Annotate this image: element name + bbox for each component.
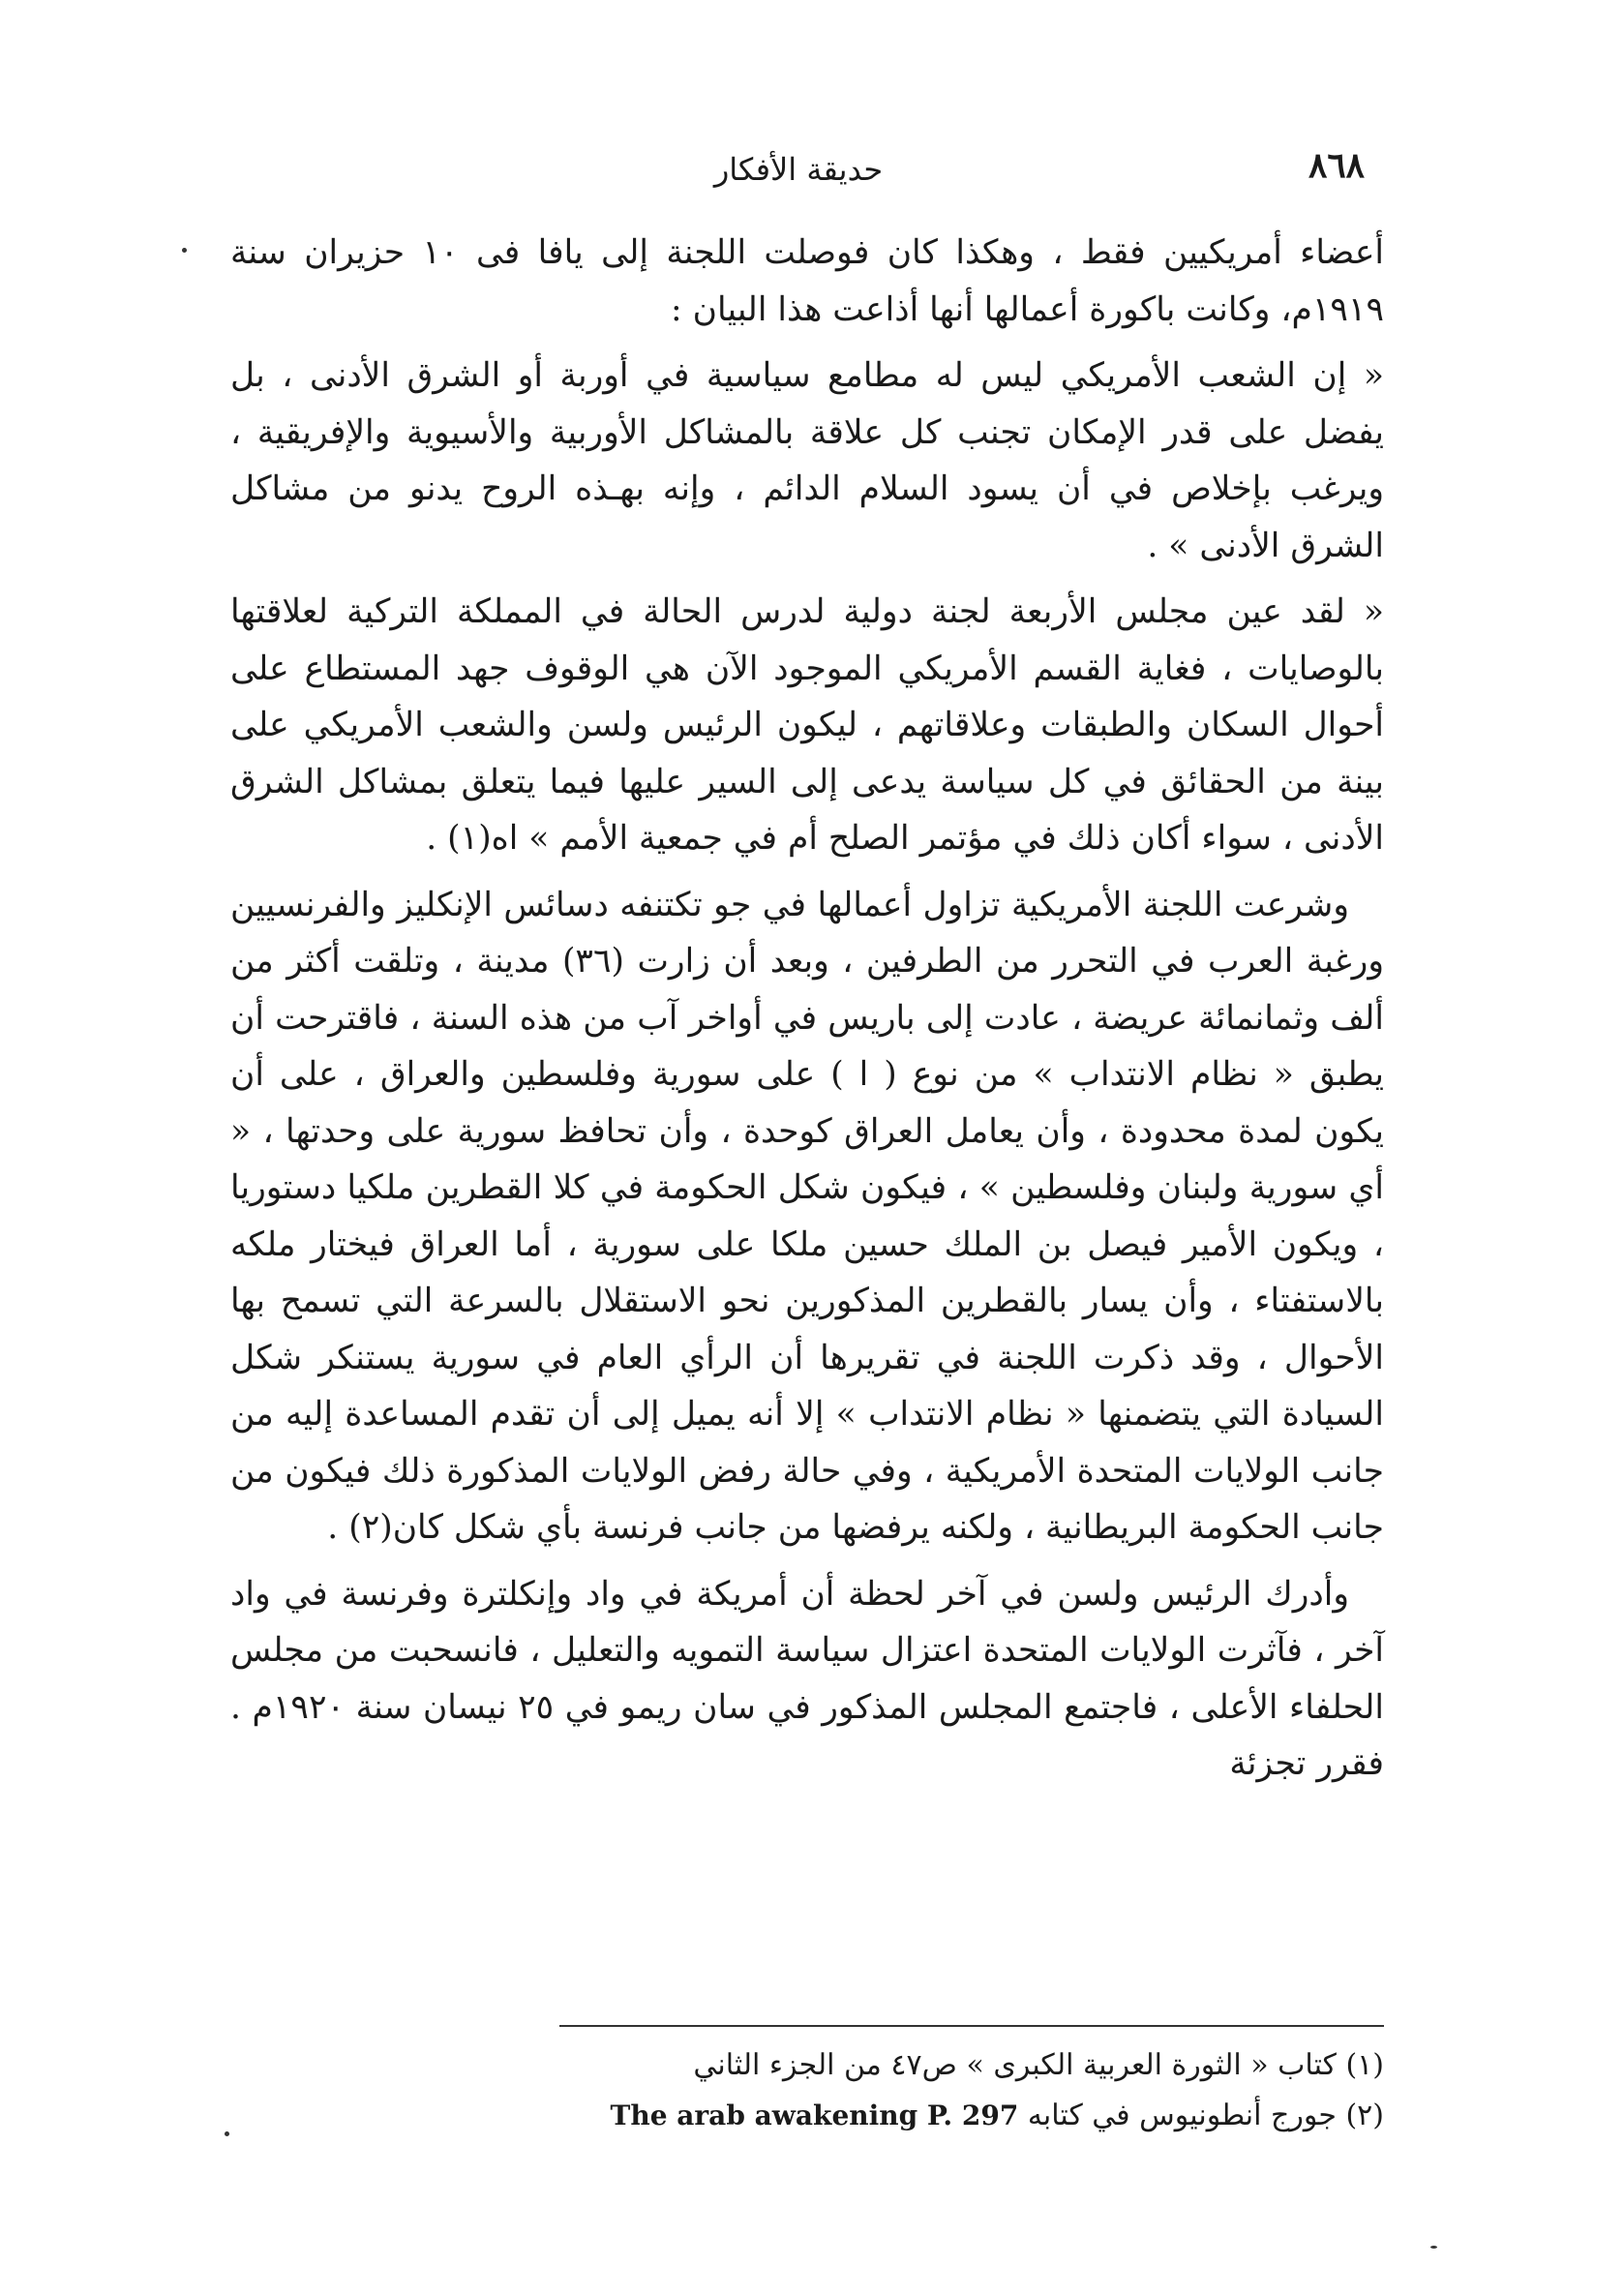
footnote-text: (٢) جورج أنطونيوس في كتابه — [1027, 2099, 1384, 2132]
footnote-book-title: The arab awakening P. 297 — [610, 2100, 1019, 2131]
running-title: حديقة الأفكار — [713, 151, 884, 188]
page-header — [232, 145, 1365, 203]
footnote-divider — [559, 2025, 1384, 2027]
scan-speck — [225, 2131, 229, 2136]
paragraph: وشرعت اللجنة الأمريكية تزاول أعمالها في جو تكتنفه دسائس الإنكليز والفرنسيين ورغبة العرب في التحرر من الطرفين ، وبعد أن زارت (٣٦) مدينة ، وتلقت أكثر من ألف وثمانمائة عريضة ، عادت إلى باريس في أواخر آب من هذه السنة ، فاقترحت أن يطبق « نظام الانتداب » من نوع ( ا ) على سورية وفلسطين والعراق ، على أن يكون لمدة محدودة ، وأن يعامل العراق كوحدة ، وأن تحافظ سورية على وحدتها ، « أي سورية ولبنان وفلسطين » ، فيكون شكل الحكومة في كلا القطرين ملكيا دستوريا ، ويكون الأمير فيصل بن الملك حسين ملكا على سورية ، أما العراق فيختار ملكه بالاستفتاء ، وأن يسار بالقطرين المذكورين نحو الاستقلال بالسرعة التي تسمح بها الأحوال ، وقد ذكرت اللجنة في تقريرها أن الرأي العام في سورية يستنكر شكل السيادة التي يتضمنها « نظام الانتداب » إلا أنه يميل إلى أن تقدم المساعدة إليه من جانب الولايات المتحدة الأمريكية ، وفي حالة رفض الولايات المذكورة ذلك فيكون من جانب الحكومة البريطانية ، ولكنه يرفضها من جانب فرنسة بأي شكل كان(٢) . — [230, 885, 1384, 1547]
footnote-text: (١) كتاب « الثورة العربية الكبرى » ص٤٧ من الجزء الثاني — [693, 2048, 1384, 2082]
quote-paragraph: « إن الشعب الأمريكي ليس له مطامع سياسية في أوربة أو الشرق الأدنى ، بل يفضل على قدر الإمكان تجنب كل علاقة بالمشاكل الأوربية والأسيوية والإفريقية ، ويرغب بإخلاص في أن يسود السلام الدائم ، وإنه بهـذه الروح يدنو من مشاكل الشرق الأدنى » . — [230, 356, 1384, 565]
footnote — [463, 2091, 1384, 2141]
footnote — [463, 2040, 1384, 2091]
scan-speck — [182, 248, 187, 253]
scan-speck — [1430, 2246, 1437, 2249]
paragraph: أعضاء أمريكيين فقط ، وهكذا كان فوصلت اللجنة إلى يافا فى ١٠ حزيران سنة ١٩١٩م، وكانت باكورة أعمالها أنها أذاعت هذا البيان : — [230, 233, 1384, 329]
paragraph: وأدرك الرئيس ولسن في آخر لحظة أن أمريكة في واد وإنكلترة وفرنسة في واد آخر ، فآثرت الولايات المتحدة اعتزال سياسة التمويه والتعليل ، فانسحبت من مجلس الحلفاء الأعلى ، فاجتمع المجلس المذكور في سان ريمو في ٢٥ نيسان سنة ١٩٢٠م . فقرر تجزئة — [230, 1574, 1385, 1783]
quote-paragraph: « لقد عين مجلس الأربعة لجنة دولية لدرس الحالة في المملكة التركية لعلاقتها بالوصايات ، فغاية القسم الأمريكي الموجود الآن هي الوقوف جهد المستطاع على أحوال السكان والطبقات وعلاقاتهم ، ليكون الرئيس ولسن والشعب الأمريكي على بينة من الحقائق في كل سياسة يدعى إلى السير عليها فيما يتعلق بمشاكل الشرق الأدنى ، سواء أكان ذلك في مؤتمر الصلح أم في جمعية الأمم » اه(١) . — [230, 592, 1384, 858]
main-text — [230, 225, 1384, 1802]
footnotes — [463, 2040, 1384, 2141]
page-number: ٨٦٨ — [1308, 145, 1365, 186]
